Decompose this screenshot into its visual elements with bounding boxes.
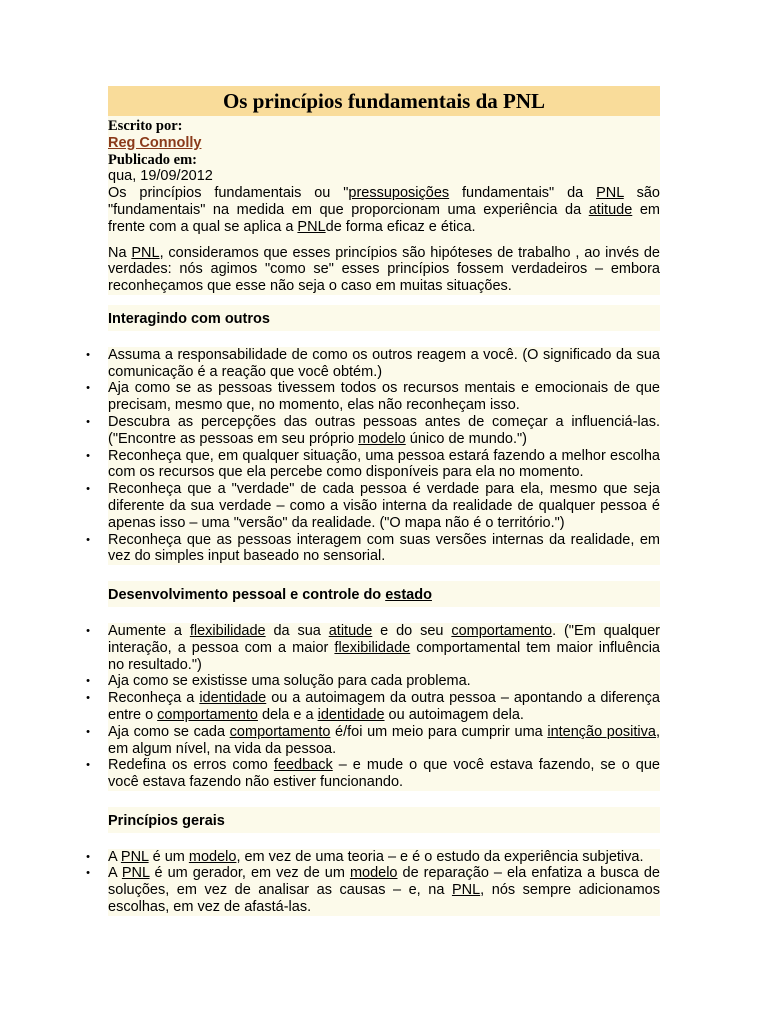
inline-link[interactable]: identidade xyxy=(317,706,385,723)
list-item-text: Aumente a flexibilidade da sua atitude e do seu comportamento. ("Em qualquer interação, a pessoa com a maior flexibilidade comportamental tem maior influência no resultado.") xyxy=(108,622,661,673)
list-item-text: Reconheça que, em qualquer situação, uma pessoa estará fazendo a melhor escolha com os recursos que ela percebe como disponíveis para ela no momento. xyxy=(108,447,660,481)
bullet-icon: • xyxy=(86,624,90,637)
bullet-icon: • xyxy=(86,850,90,863)
published-label: Publicado em: xyxy=(108,151,198,168)
list-item xyxy=(86,690,660,724)
list-item xyxy=(86,380,660,414)
list-item xyxy=(86,848,660,866)
inline-link[interactable]: PNL xyxy=(297,218,326,235)
bullet-icon: • xyxy=(86,415,90,428)
list-item xyxy=(86,723,660,758)
inline-link[interactable]: feedback xyxy=(273,757,333,774)
bullet-icon: • xyxy=(86,382,90,395)
inline-link[interactable]: estado xyxy=(385,587,432,604)
inline-link[interactable]: PNL xyxy=(131,244,160,261)
inline-link[interactable]: PNL xyxy=(120,848,149,865)
list-item xyxy=(86,865,660,916)
inline-link[interactable]: flexibilidade xyxy=(189,622,266,639)
section xyxy=(86,791,660,916)
section-heading: Interagindo com outros xyxy=(108,305,660,331)
list-item-text: Redefina os erros como feedback – e mude o que você estava fazendo, se o que você estava fazendo não estiver funcionando. xyxy=(108,757,660,791)
list-item-text: Descubra as percepções das outras pessoas antes de começar a influenciá-las. ("Encontre as pessoas em seu próprio modelo único de mundo.") xyxy=(108,413,660,447)
inline-link[interactable]: comportamento xyxy=(157,706,258,723)
bullet-icon: • xyxy=(86,483,90,496)
inline-link[interactable]: PNL xyxy=(451,882,481,899)
bullet-icon: • xyxy=(86,725,90,738)
bullet-icon: • xyxy=(86,533,90,546)
bullet-icon: • xyxy=(86,759,90,772)
list-item xyxy=(86,413,660,448)
inline-link[interactable]: identidade xyxy=(199,690,267,707)
inline-link[interactable]: flexibilidade xyxy=(334,639,411,656)
list-item xyxy=(86,757,660,791)
bullet-icon: • xyxy=(86,675,90,688)
list-item-text: Aja como se existisse uma solução para cada problema. xyxy=(108,673,471,690)
list-item-text: Reconheça que a "verdade" de cada pessoa é verdade para ela, mesmo que seja diferente da sua verdade – como a visão interna da realidade de qualquer pessoa é apenas isso – uma "versão" da realidade. ("O mapa não é o território.") xyxy=(108,481,660,531)
inline-link[interactable]: modelo xyxy=(358,430,406,447)
sections xyxy=(86,295,661,916)
inline-link[interactable]: PNL xyxy=(121,865,150,882)
section-list xyxy=(86,622,661,791)
bullet-icon: • xyxy=(86,692,90,705)
section xyxy=(86,295,660,565)
list-item-text: Reconheça a identidade ou a autoimagem da outra pessoa – apontando a diferença entre o comportamento dela e a identidade ou autoimagem dela. xyxy=(108,690,660,723)
inline-link[interactable]: atitude xyxy=(328,622,373,639)
list-item-text: Reconheça que as pessoas interagem com suas versões internas da realidade, em vez do simples input baseado no sensorial. xyxy=(108,531,660,565)
article-meta xyxy=(108,116,660,185)
bullet-icon: • xyxy=(86,348,90,361)
list-item xyxy=(86,531,660,566)
intro xyxy=(108,185,660,295)
inline-link[interactable]: atitude xyxy=(588,201,633,218)
list-item xyxy=(86,447,660,482)
inline-link[interactable]: intenção positiva xyxy=(547,723,656,740)
section-list xyxy=(86,848,660,916)
list-item-text: Aja como se cada comportamento é/foi um meio para cumprir uma intenção positiva, em algum nível, na vida da pessoa. xyxy=(108,723,660,757)
inline-link[interactable]: pressuposições xyxy=(348,185,450,202)
intro-paragraph-1: Os princípios fundamentais ou "pressuposições fundamentais" da PNL são "fundamentais" na medida em que proporcionam uma experiência da atitude em frente com a qual se aplica a PNLde forma eficaz e ética. xyxy=(108,185,661,235)
list-item-text: A PNL é um gerador, em vez de um modelo de reparação – ela enfatiza a busca de soluções, em vez de analisar as causas – e, na PNL, nós sempre adicionamos escolhas, em vez de afastá-las. xyxy=(108,865,660,916)
inline-link[interactable]: comportamento xyxy=(229,723,331,740)
bullet-icon: • xyxy=(86,867,90,880)
inline-link[interactable]: comportamento xyxy=(451,622,553,639)
section xyxy=(86,565,661,791)
inline-link[interactable]: modelo xyxy=(188,848,237,865)
author-link[interactable]: Reg Connolly xyxy=(108,134,202,151)
bullet-icon: • xyxy=(86,449,90,462)
inline-link[interactable]: PNL xyxy=(596,185,624,202)
list-item xyxy=(86,481,660,531)
article xyxy=(86,86,661,916)
written-by-label: Escrito por: xyxy=(108,118,183,134)
section-heading: Princípios gerais xyxy=(108,807,660,833)
section-heading: Desenvolvimento pessoal e controle do estado xyxy=(108,581,660,607)
list-item-text: A PNL é um modelo, em vez de uma teoria – e é o estudo da experiência subjetiva. xyxy=(108,848,644,865)
list-item xyxy=(86,346,660,381)
intro-paragraph-2: Na PNL, consideramos que esses princípios são hipóteses de trabalho , ao invés de verdades: nós agimos "como se" esses princípios fossem verdadeiros – embora reconheçamos que esse não seja o caso em muitas situações. xyxy=(108,244,660,295)
list-item xyxy=(86,673,660,690)
list-item-text: Assuma a responsabilidade de como os outros reagem a você. (O significado da sua comunicação é a reação que você obtém.) xyxy=(108,346,660,380)
section-list xyxy=(86,346,660,565)
inline-link[interactable]: modelo xyxy=(349,865,398,882)
article-title: Os princípios fundamentais da PNL xyxy=(108,86,660,116)
list-item-text: Aja como se as pessoas tivessem todos os recursos mentais e emocionais de que precisam, mesmo que, no momento, elas não reconheçam isso. xyxy=(108,380,660,414)
publish-date: qua, 19/09/2012 xyxy=(108,168,213,185)
list-item xyxy=(86,622,661,673)
